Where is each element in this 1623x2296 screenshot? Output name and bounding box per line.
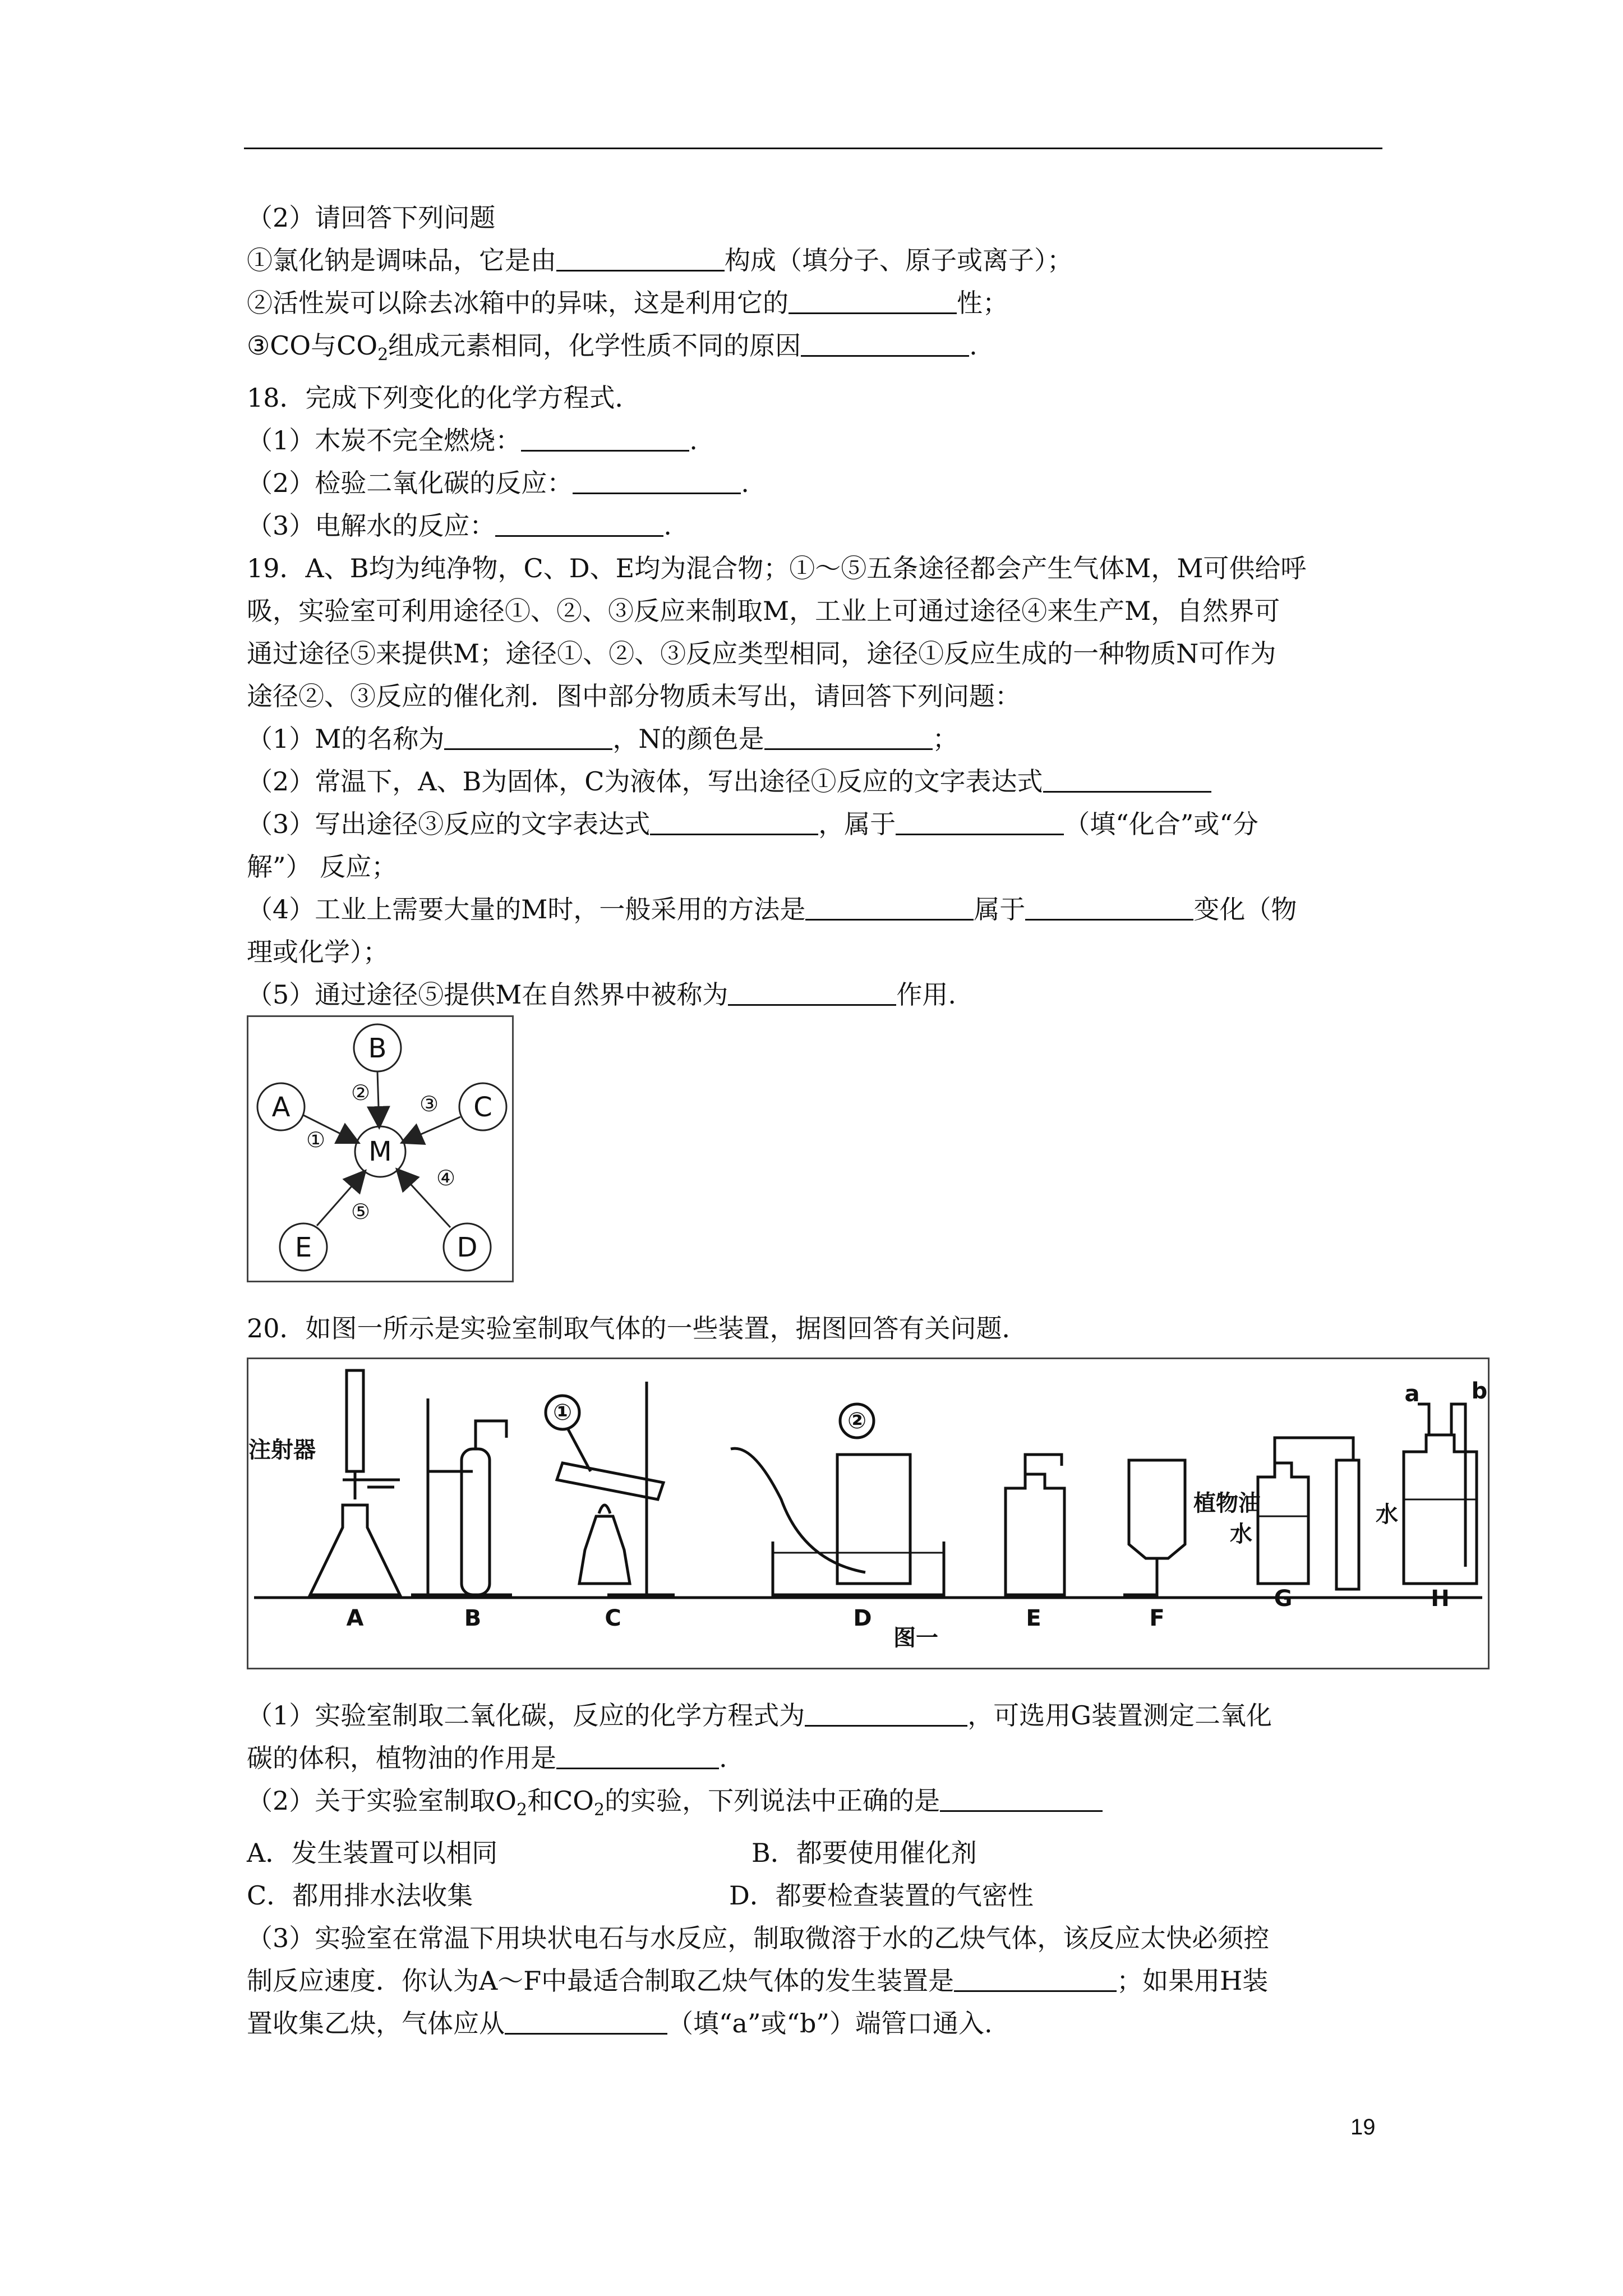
q19-part1 bbox=[247, 717, 1385, 760]
water-label-h: 水 bbox=[1376, 1502, 1398, 1527]
node-c-label: C bbox=[473, 1092, 492, 1123]
subscript: 2 bbox=[516, 1800, 528, 1820]
q20-apparatus-figure bbox=[247, 1358, 1490, 1669]
answer-blank[interactable] bbox=[728, 978, 896, 1006]
apparatus-b bbox=[411, 1398, 512, 1595]
apparatus-d bbox=[731, 1404, 944, 1595]
q20-part3-line2 bbox=[247, 1959, 1385, 2002]
path-4-label: ④ bbox=[436, 1166, 456, 1190]
conical-flask-icon bbox=[310, 1505, 400, 1595]
answer-blank[interactable] bbox=[650, 808, 818, 835]
subscript: 2 bbox=[594, 1800, 605, 1820]
q20-part2-tail: 的实验，下列说法中正确的是 bbox=[605, 1786, 940, 1816]
q19-stem-line3: 通过途径⑤来提供M；途径①、②、③反应类型相同，途径①反应生成的一种物质N可作为 bbox=[247, 638, 1276, 669]
label-c: C bbox=[605, 1605, 621, 1631]
q18-part3 bbox=[247, 504, 1385, 547]
path-1-label: ① bbox=[306, 1128, 326, 1152]
q20-part2-text: （2）关于实验室制取O bbox=[247, 1786, 517, 1816]
measuring-cylinder-icon bbox=[1336, 1460, 1359, 1589]
q20-options-row1 bbox=[247, 1832, 1385, 1874]
apparatus-e bbox=[1006, 1455, 1064, 1595]
answer-blank[interactable] bbox=[556, 244, 725, 272]
q20-options-row2 bbox=[247, 1874, 1385, 1917]
option-b[interactable]: B．都要使用催化剂 bbox=[751, 1838, 977, 1869]
q20-part2 bbox=[247, 1779, 1385, 1832]
q19-part4-cont: 理或化学）； bbox=[247, 937, 389, 968]
q20-part1-text: （1）实验室制取二氧化碳，反应的化学方程式为 bbox=[247, 1700, 805, 1731]
q19-part2 bbox=[247, 760, 1385, 803]
answer-blank[interactable] bbox=[896, 808, 1064, 835]
label-h: H bbox=[1431, 1586, 1450, 1612]
apparatus-g bbox=[1258, 1438, 1359, 1589]
q18-part2 bbox=[247, 462, 1385, 504]
q17-part2-title: （2）请回答下列问题 bbox=[247, 203, 496, 233]
answer-blank[interactable] bbox=[954, 1964, 1117, 1992]
q20-parts bbox=[247, 1694, 1385, 2045]
q18-part1 bbox=[247, 419, 1385, 462]
syringe-icon bbox=[347, 1370, 363, 1471]
alcohol-lamp-icon bbox=[579, 1516, 630, 1584]
q17-item3-text: ③CO与CO bbox=[247, 330, 378, 361]
figure-caption: 图一 bbox=[893, 1625, 938, 1651]
q19-part2-text: （2）常温下，A、B为固体，C为液体，写出途径①反应的文字表达式 bbox=[247, 766, 1043, 797]
port-b-tube bbox=[1451, 1404, 1465, 1567]
node-b-label: B bbox=[368, 1033, 387, 1064]
q18-part1-text: （1）木炭不完全燃烧： bbox=[247, 425, 522, 456]
header-rule bbox=[244, 148, 1382, 149]
apparatus-a bbox=[310, 1370, 400, 1595]
label-d: D bbox=[853, 1605, 872, 1631]
period: . bbox=[741, 468, 749, 499]
q19-part3-mid: ，属于 bbox=[818, 809, 896, 840]
answer-blank[interactable] bbox=[789, 287, 957, 314]
answer-blank[interactable] bbox=[495, 509, 663, 537]
q18-part3-text: （3）电解水的反应： bbox=[247, 510, 496, 541]
answer-blank[interactable] bbox=[764, 723, 933, 750]
q20-part3-cont-text: 置收集乙炔，气体应从 bbox=[247, 2008, 505, 2039]
q17-item2-tail: 性； bbox=[957, 288, 1008, 318]
period: . bbox=[689, 425, 698, 456]
water-label-g: 水 bbox=[1230, 1521, 1252, 1547]
label-b: B bbox=[464, 1605, 482, 1631]
gas-collecting-cylinder-icon bbox=[837, 1455, 910, 1584]
marker-1-label: ① bbox=[553, 1400, 572, 1425]
q18-title: 18．完成下列变化的化学方程式． bbox=[247, 383, 641, 413]
q19-stem-line2: 吸，实验室可利用途径①、②、③反应来制取M，工业上可通过途径④来生产M，自然界可 bbox=[247, 596, 1280, 627]
q19-stem-line4: 途径②、③反应的催化剂．图中部分物质未写出，请回答下列问题： bbox=[247, 681, 1021, 712]
q19-part4-tail: 变化（物 bbox=[1193, 894, 1297, 925]
q20-part3-line3 bbox=[247, 2002, 1385, 2045]
q20-stem: 20．如图一所示是实验室制取气体的一些装置，据图回答有关问题． bbox=[247, 1313, 1028, 1343]
q19-part5 bbox=[247, 973, 1385, 1016]
q19-part1-text: （1）M的名称为 bbox=[247, 724, 445, 754]
label-g: G bbox=[1274, 1586, 1293, 1612]
q17-item3-end: . bbox=[969, 330, 978, 361]
gas-bottle-upright-icon bbox=[1006, 1474, 1064, 1595]
q20-part3-line1: （3）实验室在常温下用块状电石与水反应，制取微溶于水的乙炔气体，该反应太快必须控 bbox=[247, 1923, 1270, 1954]
q19-diagram-svg bbox=[248, 1017, 512, 1281]
label-f: F bbox=[1149, 1605, 1165, 1631]
answer-blank[interactable] bbox=[444, 723, 612, 750]
q19-stem-line1: 19．A、B均为纯净物，C、D、E均为混合物；①～⑤五条途径都会产生气体M，M可供给呼 bbox=[247, 553, 1307, 584]
page-content bbox=[247, 196, 1385, 1016]
q19-path-diagram bbox=[247, 1015, 514, 1282]
q19-part3-text: （3）写出途径③反应的文字表达式 bbox=[247, 809, 651, 840]
answer-blank[interactable] bbox=[805, 893, 974, 921]
path-5-label: ⑤ bbox=[351, 1199, 371, 1224]
node-e-label: E bbox=[294, 1232, 312, 1263]
page-number: 19 bbox=[1350, 2115, 1376, 2139]
answer-blank[interactable] bbox=[801, 329, 969, 357]
q17-item1 bbox=[247, 239, 1385, 282]
q20-apparatus-svg bbox=[248, 1359, 1488, 1668]
path-2-label: ② bbox=[351, 1080, 371, 1105]
subscript: 2 bbox=[377, 345, 389, 365]
arrow-c-m bbox=[404, 1117, 460, 1142]
q19-part4 bbox=[247, 888, 1385, 931]
q19-part3-tail: （填“化合”或“分 bbox=[1064, 809, 1258, 840]
q19-part5-text: （5）通过途径⑤提供M在自然界中被称为 bbox=[247, 979, 728, 1010]
option-d[interactable]: D．都要检查装置的气密性 bbox=[729, 1880, 1034, 1911]
q19-part1-end: ； bbox=[932, 724, 958, 754]
q17-item1-text: ①氯化钠是调味品，它是由 bbox=[247, 245, 556, 275]
answer-blank[interactable] bbox=[805, 1699, 967, 1727]
q17-item2 bbox=[247, 282, 1385, 324]
apparatus-f bbox=[1123, 1460, 1185, 1595]
q17-item3 bbox=[247, 324, 1385, 376]
q17-item2-text: ②活性炭可以除去冰箱中的异味，这是利用它的 bbox=[247, 288, 789, 318]
port-b-label: b bbox=[1471, 1378, 1488, 1404]
node-m-label: M bbox=[368, 1136, 392, 1167]
answer-blank[interactable] bbox=[1025, 893, 1193, 921]
gas-bottle-inverted-icon bbox=[1129, 1460, 1185, 1558]
period: . bbox=[663, 510, 672, 541]
answer-blank[interactable] bbox=[1043, 765, 1211, 793]
q19-part1-mid: ，N的颜色是 bbox=[612, 724, 764, 754]
arrow-b-m bbox=[377, 1072, 379, 1125]
gas-bottle-g-icon bbox=[1258, 1463, 1308, 1584]
period: . bbox=[719, 1743, 727, 1773]
option-a[interactable]: A．发生装置可以相同 bbox=[247, 1838, 498, 1869]
marker-2-label: ② bbox=[847, 1408, 866, 1434]
q19-part3-cont: 解”） 反应； bbox=[247, 852, 398, 882]
answer-blank[interactable] bbox=[573, 467, 741, 494]
port-a-tube bbox=[1418, 1404, 1429, 1435]
node-a-label: A bbox=[271, 1092, 291, 1123]
q20-part1 bbox=[247, 1694, 1385, 1737]
label-e: E bbox=[1026, 1605, 1041, 1631]
label-a: A bbox=[346, 1605, 364, 1631]
oil-label: 植物油 bbox=[1193, 1490, 1261, 1516]
q17-item1-tail: 构成（填分子、原子或离子）； bbox=[725, 245, 1073, 275]
node-d-label: D bbox=[457, 1232, 478, 1263]
q20-part2-mid: 和CO bbox=[527, 1786, 594, 1816]
q19-part3 bbox=[247, 803, 1385, 845]
answer-blank[interactable] bbox=[940, 1784, 1103, 1812]
q20-part3-tail: ；如果用H装 bbox=[1117, 1966, 1269, 1996]
answer-blank[interactable] bbox=[521, 424, 689, 452]
q20-part3-end: （填“a”或“b”）端管口通入. bbox=[667, 2008, 993, 2039]
path-3-label: ③ bbox=[419, 1092, 439, 1116]
q19-part4-text: （4）工业上需要大量的M时，一般采用的方法是 bbox=[247, 894, 806, 925]
q19-part5-tail: 作用. bbox=[896, 979, 956, 1010]
answer-blank[interactable] bbox=[505, 2007, 667, 2035]
q19-part4-mid: 属于 bbox=[974, 894, 1026, 925]
q20-part3-text: 制反应速度．你认为A～F中最适合制取乙炔气体的发生装置是 bbox=[247, 1966, 955, 1996]
syringe-label: 注射器 bbox=[248, 1437, 316, 1463]
option-c[interactable]: C．都用排水法收集 bbox=[247, 1880, 473, 1911]
answer-blank[interactable] bbox=[556, 1742, 719, 1769]
q18-part2-text: （2）检验二氧化碳的反应： bbox=[247, 468, 573, 499]
water-trough-icon bbox=[773, 1542, 944, 1595]
apparatus-h bbox=[1404, 1404, 1477, 1584]
q20-part1-tail: ，可选用G装置测定二氧化 bbox=[967, 1700, 1272, 1731]
port-a-label: a bbox=[1404, 1381, 1420, 1407]
q20-part1-cont bbox=[247, 1737, 1385, 1779]
q20-part1-cont-text: 碳的体积，植物油的作用是 bbox=[247, 1743, 556, 1773]
q17-item3-mid: 组成元素相同，化学性质不同的原因 bbox=[388, 330, 801, 361]
